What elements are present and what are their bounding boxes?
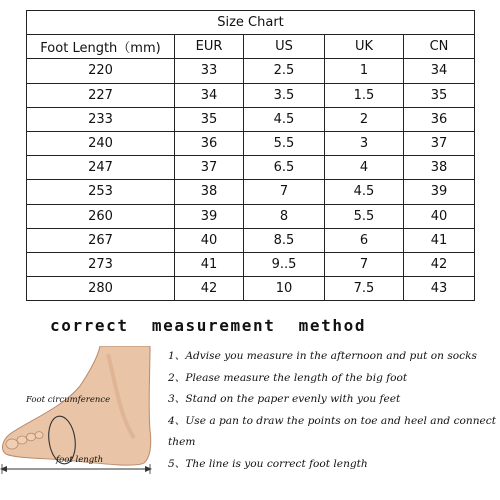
cell-us: 6.5 — [244, 156, 325, 180]
cell-foot-length: 233 — [27, 107, 175, 131]
size-row — [27, 156, 475, 180]
cell-uk: 3 — [325, 131, 404, 155]
header-foot-length: Foot Length（mm) — [27, 35, 175, 59]
cell-cn: 34 — [404, 59, 475, 83]
length-label: foot length — [56, 455, 104, 465]
cell-uk: 4 — [325, 156, 404, 180]
cell-uk: 1.5 — [325, 83, 404, 107]
header-us: US — [244, 35, 325, 59]
cell-foot-length: 247 — [27, 156, 175, 180]
cell-eur: 34 — [175, 83, 244, 107]
cell-us: 9..5 — [244, 252, 325, 276]
size-row — [27, 252, 475, 276]
size-row — [27, 277, 475, 301]
cell-us: 4.5 — [244, 107, 325, 131]
chart-title: Size Chart — [27, 11, 475, 35]
cell-uk: 5.5 — [325, 204, 404, 228]
cell-us: 10 — [244, 277, 325, 301]
cell-eur: 36 — [175, 131, 244, 155]
step-1: 1、Advise you measure in the afternoon and put on socks — [168, 350, 477, 362]
cell-cn: 40 — [404, 204, 475, 228]
cell-uk: 7.5 — [325, 277, 404, 301]
cell-eur: 35 — [175, 107, 244, 131]
cell-eur: 41 — [175, 252, 244, 276]
cell-foot-length: 227 — [27, 83, 175, 107]
cell-foot-length: 220 — [27, 59, 175, 83]
cell-cn: 38 — [404, 156, 475, 180]
header-eur: EUR — [175, 35, 244, 59]
step-3: 3、Stand on the paper evenly with you feet — [168, 393, 401, 405]
cell-us: 2.5 — [244, 59, 325, 83]
cell-cn: 41 — [404, 228, 475, 252]
cell-eur: 38 — [175, 180, 244, 204]
cell-eur: 37 — [175, 156, 244, 180]
size-row — [27, 59, 475, 83]
cell-uk: 2 — [325, 107, 404, 131]
cell-us: 3.5 — [244, 83, 325, 107]
header-row — [27, 35, 475, 59]
header-uk: UK — [325, 35, 404, 59]
step-4: 4、Use a pan to draw the points on toe and heel and connect them — [168, 414, 497, 448]
cell-cn: 35 — [404, 83, 475, 107]
cell-uk: 7 — [325, 252, 404, 276]
foot-drawing — [0, 346, 160, 496]
cell-us: 8.5 — [244, 228, 325, 252]
cell-cn: 36 — [404, 107, 475, 131]
cell-cn: 42 — [404, 252, 475, 276]
cell-uk: 1 — [325, 59, 404, 83]
cell-foot-length: 260 — [27, 204, 175, 228]
cell-eur: 40 — [175, 228, 244, 252]
cell-foot-length: 280 — [27, 277, 175, 301]
cell-foot-length: 253 — [27, 180, 175, 204]
cell-cn: 37 — [404, 131, 475, 155]
method-title: correct measurement method — [50, 316, 367, 335]
cell-us: 5.5 — [244, 131, 325, 155]
foot-shape — [3, 346, 151, 465]
size-row — [27, 83, 475, 107]
circumference-label: Foot circumference — [26, 395, 111, 405]
cell-us: 7 — [244, 180, 325, 204]
cell-cn: 43 — [404, 277, 475, 301]
cell-eur: 42 — [175, 277, 244, 301]
cell-cn: 39 — [404, 180, 475, 204]
cell-foot-length: 273 — [27, 252, 175, 276]
size-row — [27, 131, 475, 155]
cell-foot-length: 267 — [27, 228, 175, 252]
size-row — [27, 228, 475, 252]
foot-illustration — [0, 346, 160, 496]
cell-foot-length: 240 — [27, 131, 175, 155]
step-2: 2、Please measure the length of the big foot — [168, 371, 408, 384]
size-row — [27, 204, 475, 228]
size-row — [27, 180, 475, 204]
size-row — [27, 107, 475, 131]
cell-eur: 33 — [175, 59, 244, 83]
step-5: 5、The line is you correct foot length — [168, 457, 368, 470]
cell-eur: 39 — [175, 204, 244, 228]
size-chart-table — [26, 10, 475, 301]
cell-us: 8 — [244, 204, 325, 228]
measurement-steps — [168, 346, 498, 475]
header-cn: CN — [404, 35, 475, 59]
cell-uk: 4.5 — [325, 180, 404, 204]
cell-uk: 6 — [325, 228, 404, 252]
